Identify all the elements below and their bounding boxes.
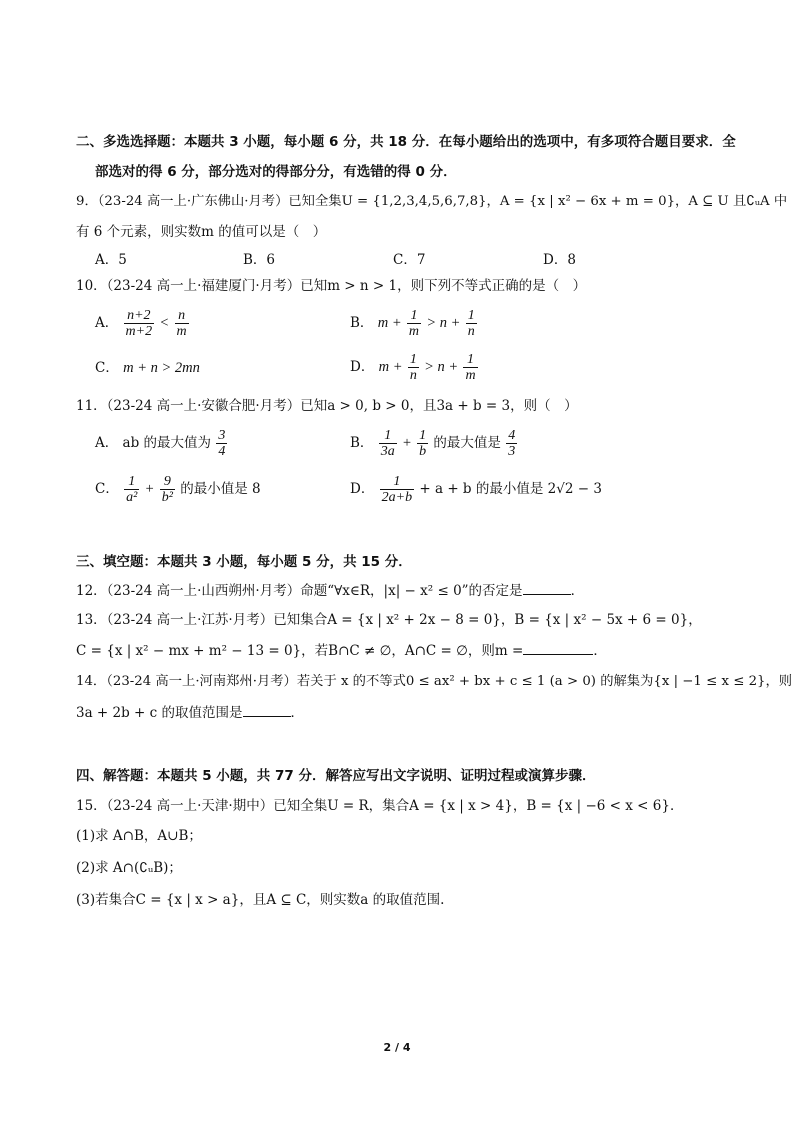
question-10-option-c: C． m + n > 2mn <box>95 360 200 376</box>
question-13-line1: 13．（23-24 高一上·江苏·月考）已知集合A = {x | x² + 2x − 8 = 0}，B = {x | x² − 5x + 6 = 0}， <box>76 612 702 628</box>
fraction: $\frac{3}{4}$ <box>218 428 226 459</box>
question-11-option-c: C． $\frac{1}{\text{a²}}$ + $\frac{9}{\text{b²}}$ 的最小值是 8 <box>95 474 261 505</box>
question-9-stem-line1: 9．（23-24 高一上·广东佛山·月考）已知全集U = {1,2,3,4,5,6,7,8}，A = {x | x² − 6x + m = 0}，A ⊆ U 且∁ᵤA 中 <box>76 194 788 209</box>
page-number: 2 / 4 <box>383 1041 411 1054</box>
question-11-option-d: D． $\frac{1}{2a+b}$ + a + b 的最小值是 2√2 − 3 <box>350 474 602 505</box>
question-15-stem: 15．（23-24 高一上·天津·期中）已知全集U = R，集合A = {x | x > 4}，B = {x | −6 < x < 6}． <box>76 798 684 814</box>
fraction: $\frac{n}{m}$ <box>176 308 187 339</box>
question-15-part-2: (2)求 A∩(∁ᵤB)； <box>76 860 182 876</box>
question-14-line2: 3a + 2b + c 的取值范围是 ． <box>76 702 304 723</box>
question-9-option-b: B．6 <box>243 252 276 268</box>
section-2-heading-line2: 部选对的得 6 分，部分选对的得部分分，有选错的得 0 分． <box>95 164 457 180</box>
section-2-heading-line1: 二、多选选择题：本题共 3 小题，每小题 6 分，共 18 分．在每小题给出的选项中，有多项符合题目要求．全 <box>76 134 736 150</box>
question-15-part-1: (1)求 A∩B，A∪B； <box>76 828 202 844</box>
answer-blank[interactable] <box>243 702 291 717</box>
fraction: $\frac{1}{m}$ <box>408 308 420 339</box>
fraction: $\frac{1}{b}$ <box>419 428 427 459</box>
answer-blank[interactable] <box>523 580 571 595</box>
fraction: $\frac{1}{n}$ <box>467 308 475 339</box>
question-14-line1: 14．（23-24 高一上·河南郑州·月考）若关于 x 的不等式0 ≤ ax² + bx + c ≤ 1 (a > 0) 的解集为{x | −1 ≤ x ≤ 2}，则 <box>76 674 793 689</box>
question-9-option-d: D．8 <box>543 252 576 268</box>
fraction: $\frac{4}{3}$ <box>508 428 516 459</box>
question-10-stem: 10．（23-24 高一上·福建厦门·月考）已知m > n > 1，则下列不等式正确的是（ ） <box>76 278 587 294</box>
fraction: $\frac{9}{\text{b²}}$ <box>161 474 173 505</box>
fraction: $\frac{1}{3a}$ <box>380 428 395 459</box>
question-9-stem-line2: 有 6 个元素，则实数m 的值可以是（ ） <box>76 224 327 240</box>
fraction: $\frac{1}{m}$ <box>465 352 476 383</box>
question-10-option-a: A． $\frac{n+2}{m+2}$ < $\frac{n}{m}$ <box>95 308 187 339</box>
question-10-option-b: B． m + $\frac{1}{m}$ > n + $\frac{1}{n}$ <box>350 308 475 339</box>
fraction: $\frac{n+2}{m+2}$ <box>125 308 153 339</box>
answer-blank[interactable] <box>523 640 593 655</box>
section-3-heading: 三、填空题：本题共 3 小题，每小题 5 分，共 15 分． <box>76 554 412 570</box>
question-15-part-3: (3)若集合C = {x | x > a}，且A ⊆ C，则实数a 的取值范围. <box>76 892 445 908</box>
fraction: $\frac{1}{n}$ <box>409 352 417 383</box>
question-9-option-c: C．7 <box>393 252 426 268</box>
fraction: $\frac{1}{2a+b}$ <box>381 474 413 505</box>
section-4-heading: 四、解答题：本题共 5 小题，共 77 分．解答应写出文字说明、证明过程或演算步骤． <box>76 768 596 784</box>
fraction: $\frac{1}{\text{a²}}$ <box>126 474 138 505</box>
question-9-option-a: A．5 <box>95 252 127 268</box>
question-12: 12．（23-24 高一上·山西朔州·月考）命题“∀x∈R，|x| − x² ≤ 0”的否定是 ． <box>76 580 584 601</box>
question-13-line2: C = {x | x² − mx + m² − 13 = 0}，若B∩C ≠ ∅，A∩C = ∅，则m = ． <box>76 640 607 661</box>
question-11-option-a: A． ab 的最大值为 $\frac{3}{4}$ <box>95 428 226 459</box>
question-11-stem: 11．（23-24 高一上·安徽合肥·月考）已知a > 0, b > 0，且3a + b = 3，则（ ） <box>76 398 578 414</box>
question-11-option-b: B． $\frac{1}{3a}$ + $\frac{1}{b}$ 的最大值是 $\frac{4}{3}$ <box>350 428 516 459</box>
question-10-option-d: D． m + $\frac{1}{n}$ > n + $\frac{1}{m}$ <box>350 352 476 383</box>
